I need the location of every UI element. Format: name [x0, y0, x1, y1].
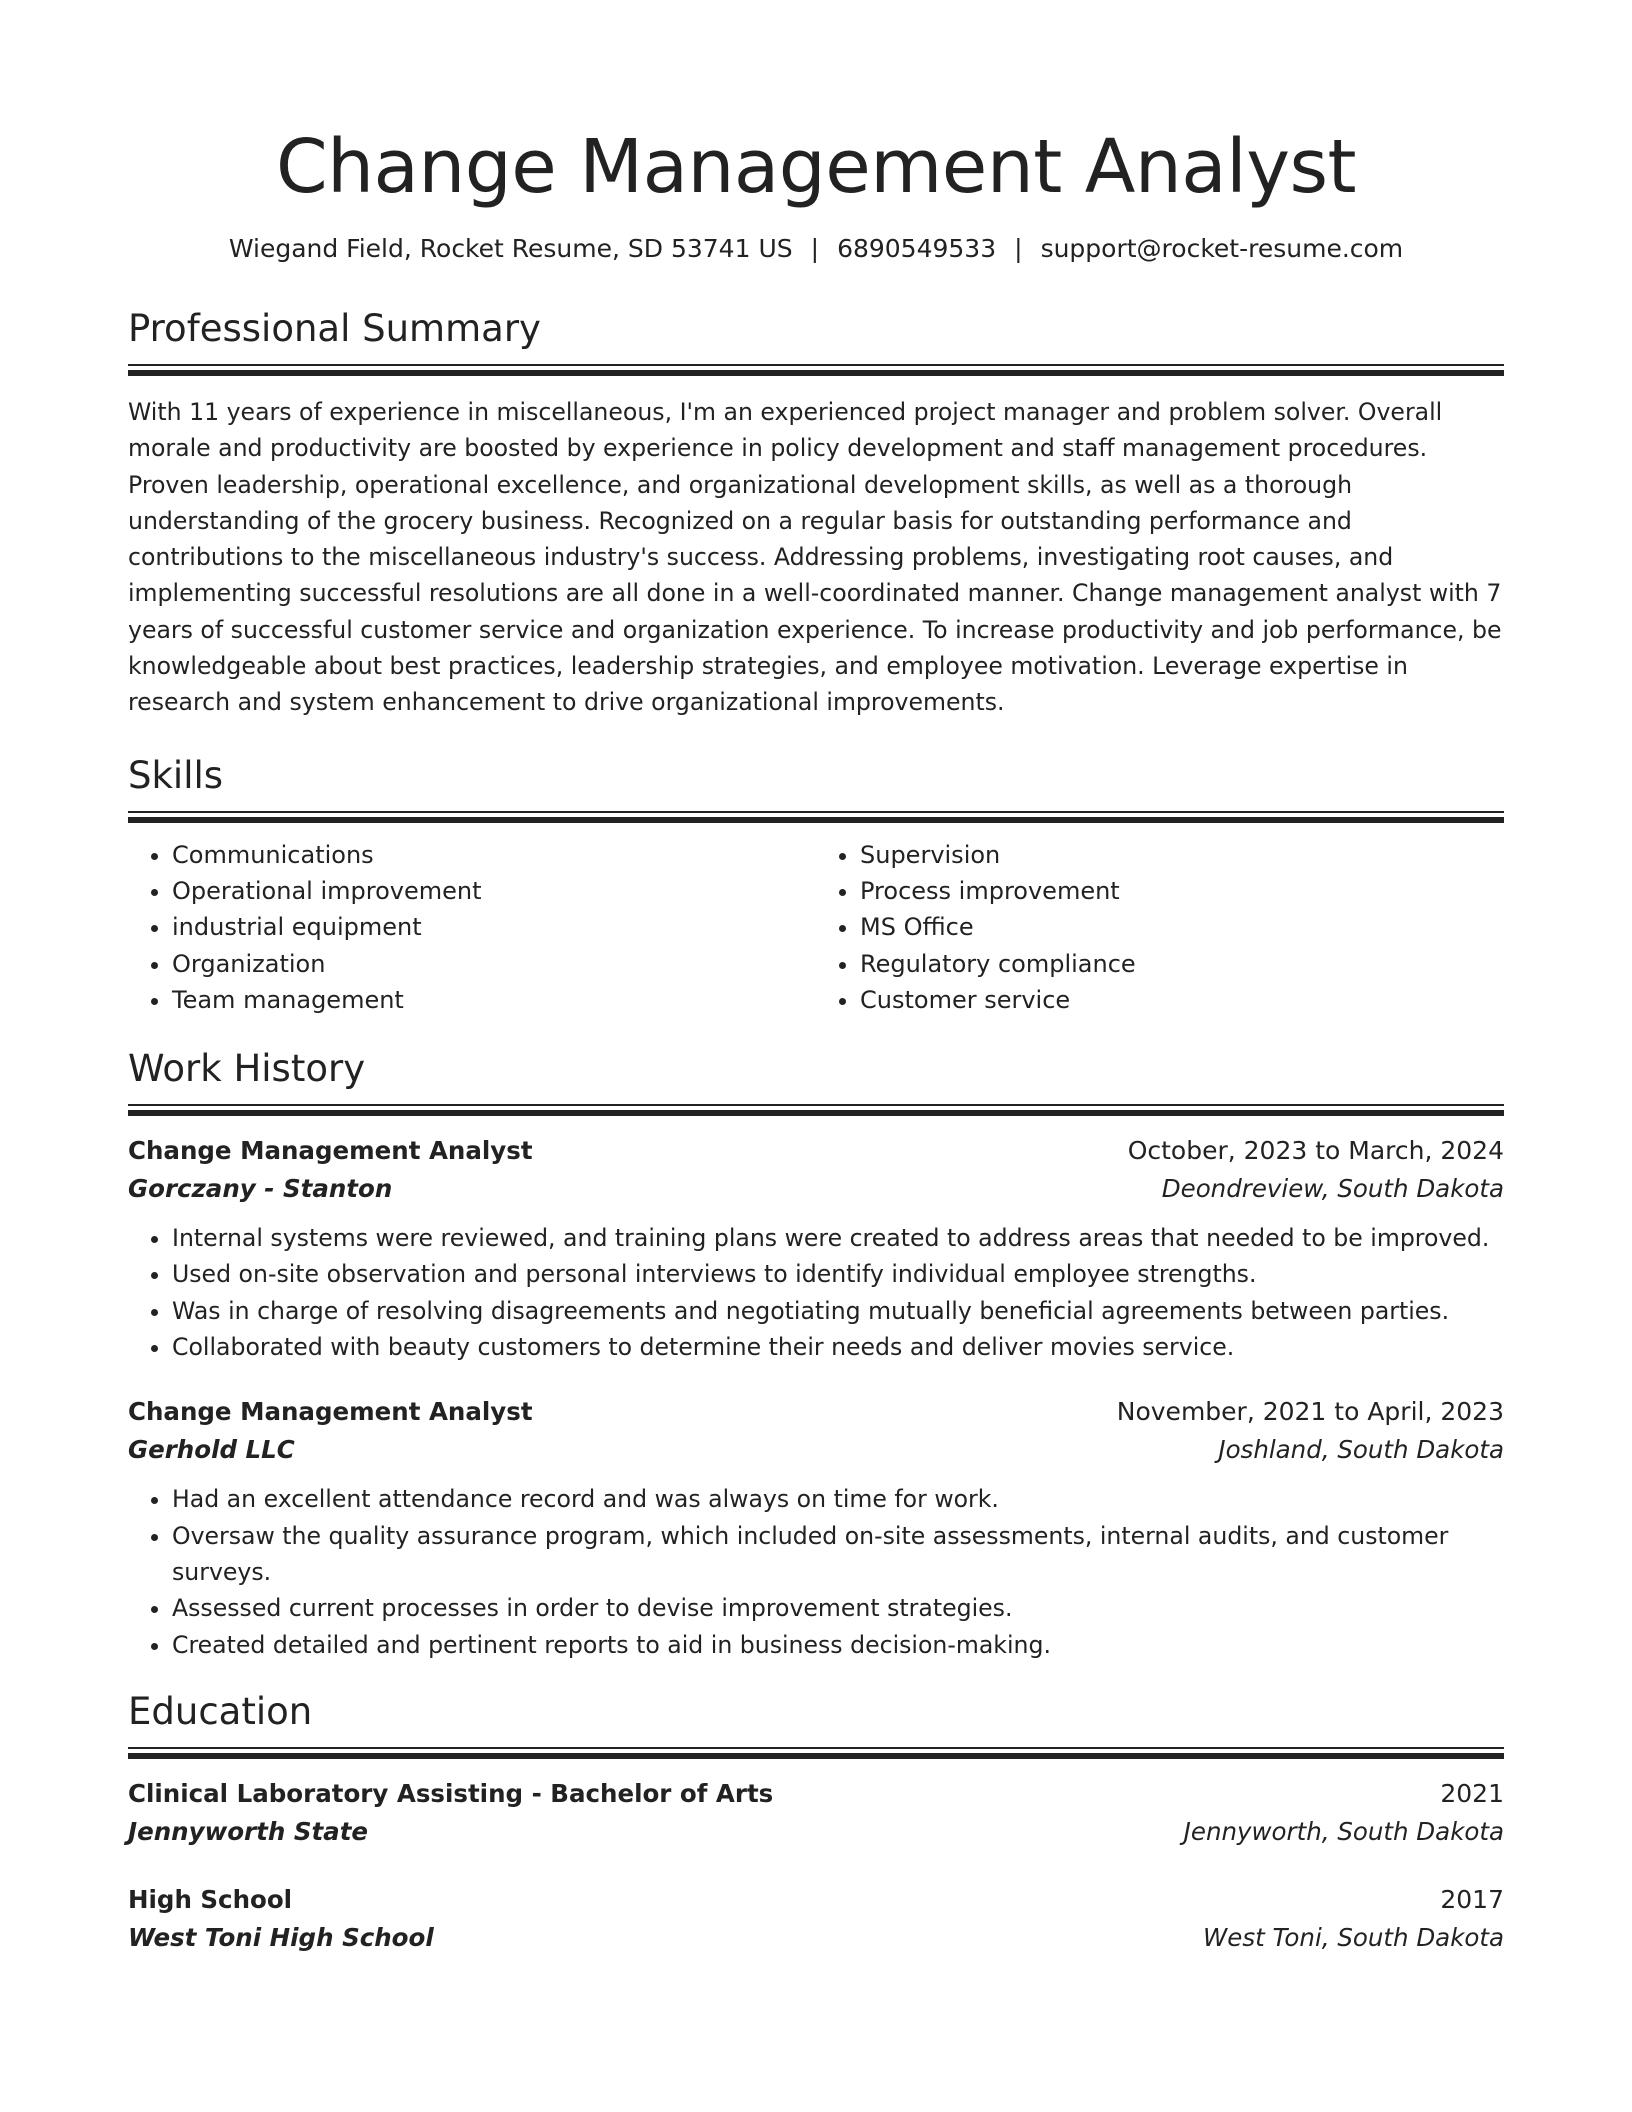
skill-item: • Supervision — [860, 837, 1504, 873]
education-entry — [128, 1881, 1504, 1957]
section-title-education: Education — [128, 1689, 313, 1733]
section-title-work-history: Work History — [128, 1047, 366, 1091]
job-bullet: • Assessed current processes in order to devise improvement strategies. — [172, 1590, 1504, 1626]
education-year: 2017 — [1440, 1884, 1504, 1914]
skill-item: • Regulatory compliance — [860, 946, 1504, 982]
skill-item: • industrial equipment — [172, 909, 816, 945]
section-title-skills: Skills — [128, 753, 224, 797]
education-year: 2021 — [1440, 1778, 1504, 1808]
section-divider — [128, 811, 1504, 823]
education-location: West Toni, South Dakota — [1203, 1922, 1504, 1952]
work-history-section — [128, 1046, 1504, 1663]
contact-email: support@rocket-resume.com — [1040, 234, 1404, 263]
contact-phone: 6890549533 — [837, 234, 997, 263]
section-title-summary: Professional Summary — [128, 307, 541, 350]
job-bullet: • Was in charge of resolving disagreements and negotiating mutually beneficial agreements between parties. — [172, 1293, 1504, 1329]
skills-columns — [128, 837, 1504, 1018]
skills-list-left — [128, 837, 816, 1018]
summary-text: With 11 years of experience in miscellaneous, I'm an experienced project manager and problem solver. Overall morale and productivity are boosted by experience in policy development and staff management procedures. Proven leadership, operational excellence, and organizational development skills, as well as a thorough understanding of the grocery business. Recognized on a regular basis for outstanding performance and contributions to the miscellaneous industry's success. Addressing problems, investigating root causes, and implementing successful resolutions are all done in a well-coordinated manner. Change management analyst with 7 years of successful customer service and organization experience. To increase productivity and job performance, be knowledgeable about best practices, leadership strategies, and employee motivation. Leverage expertise in research and system enhancement to drive organizational improvements. — [128, 398, 1502, 717]
contact-address: Wiegand Field, Rocket Resume, SD 53741 US — [228, 234, 793, 263]
contact-separator: | — [1014, 234, 1023, 263]
job-bullet: • Had an excellent attendance record and was always on time for work. — [172, 1481, 1504, 1517]
skill-item: • Operational improvement — [172, 873, 816, 909]
job-bullets — [128, 1481, 1504, 1662]
skill-item: • Team management — [172, 982, 816, 1018]
job-bullet: • Collaborated with beauty customers to determine their needs and deliver movies service. — [172, 1329, 1504, 1365]
contact-line — [128, 232, 1504, 266]
education-school: Jennyworth State — [128, 1816, 369, 1846]
education-entry — [128, 1775, 1504, 1851]
job-location: Joshland, South Dakota — [1218, 1435, 1504, 1465]
job-bullet: • Created detailed and pertinent reports to aid in business decision-making. — [172, 1627, 1504, 1663]
contact-separator: | — [810, 234, 820, 263]
skills-section — [128, 753, 1504, 1018]
job-company: Gerhold LLC — [128, 1435, 295, 1465]
job-title: Change Management Analyst — [128, 1397, 533, 1427]
job-bullet: • Internal systems were reviewed, and training plans were created to address areas that needed to be improved. — [172, 1220, 1504, 1256]
skill-item: • MS Office — [860, 909, 1504, 945]
education-degree: High School — [128, 1884, 293, 1914]
summary-section — [128, 306, 1504, 721]
job-dates: November, 2021 to April, 2023 — [1116, 1397, 1504, 1427]
skill-item: • Customer service — [860, 982, 1504, 1018]
skill-item: • Communications — [172, 837, 816, 873]
job-title: Change Management Analyst — [128, 1136, 533, 1166]
job-bullets — [128, 1220, 1504, 1365]
job-bullet: • Used on-site observation and personal interviews to identify individual employee strengths. — [172, 1256, 1504, 1292]
section-divider — [128, 1747, 1504, 1759]
resume-title: Change Management Analyst — [275, 124, 1357, 210]
section-divider — [128, 1104, 1504, 1116]
education-degree: Clinical Laboratory Assisting - Bachelor of Arts — [128, 1778, 774, 1808]
job-company: Gorczany - Stanton — [128, 1174, 393, 1204]
job-entry — [128, 1132, 1504, 1365]
skill-item: • Process improvement — [860, 873, 1504, 909]
education-location: Jennyworth, South Dakota — [1183, 1816, 1504, 1846]
job-entry — [128, 1393, 1504, 1662]
skills-list-right — [816, 837, 1504, 1018]
skill-item: • Organization — [172, 946, 816, 982]
job-location: Deondreview, South Dakota — [1161, 1174, 1504, 1204]
section-divider — [128, 364, 1504, 376]
job-dates: October, 2023 to March, 2024 — [1127, 1136, 1504, 1166]
education-school: West Toni High School — [128, 1922, 434, 1952]
education-section — [128, 1689, 1504, 1957]
job-bullet: • Oversaw the quality assurance program, which included on-site assessments, internal audits, and customer surveys. — [172, 1518, 1504, 1591]
